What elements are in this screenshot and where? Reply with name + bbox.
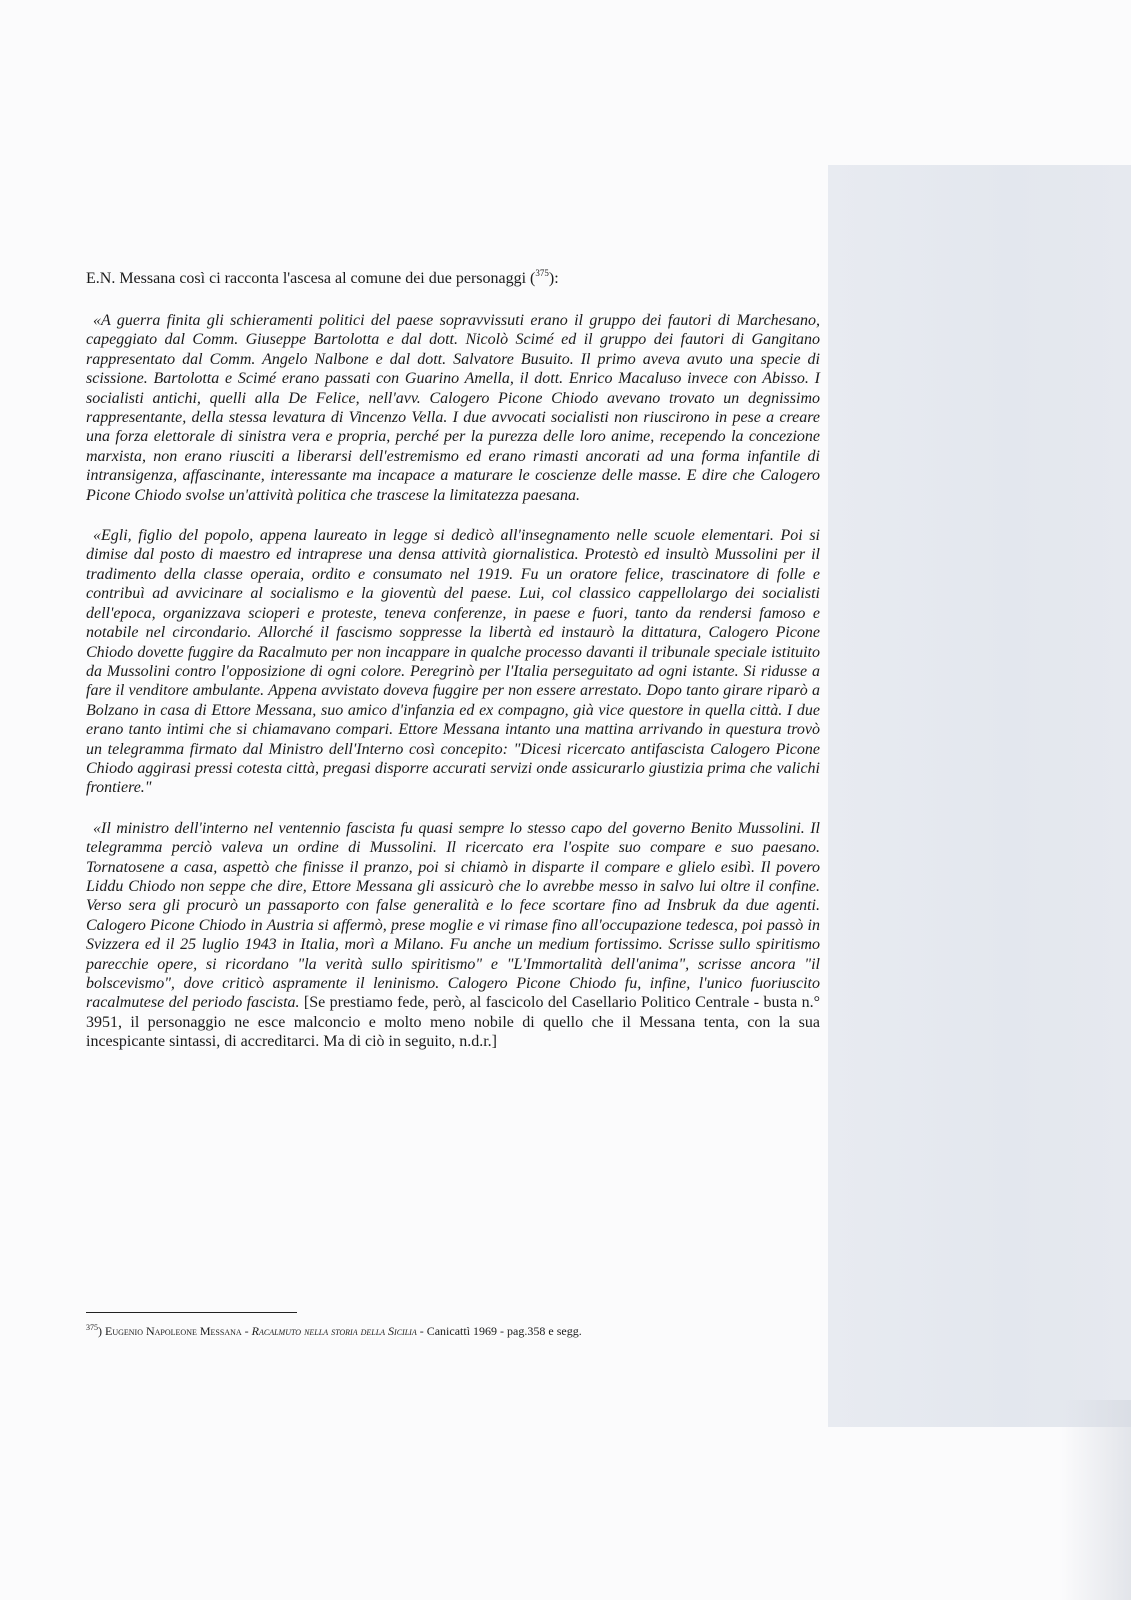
footnote [86, 1320, 816, 1339]
paragraph-1 [86, 311, 820, 505]
paragraph-text: «A guerra finita gli schieramenti politici del paese sopravvissuti erano il gruppo dei fautori di Marchesano, capeggiato dal Comm. Giuseppe Bartolotta e dal dott. Nicolò Scimé ed il gruppo dei fautori di Gangitano rappresentato dal Comm. Angelo Nalbone e dal dott. Salvatore Busuito. Il primo aveva avuto una specie di scissione. Bartolotta e Scimé erano passati con Guarino Amella, il dott. Enrico Macaluso invece con Abisso. I socialisti antichi, quelli alla De Felice, nell'avv. Calogero Picone Chiodo avevano trovato un degnissimo rappresentante, della stessa levatura di Vincenzo Vella. I due avvocati socialisti non riuscirono in pese a creare una forza elettorale di sinistra vera e propria, perché per la purezza delle loro anime, recependo la concezione marxista, non erano riusciti a liberarsi dell'estremismo ed erano rimasti ancorati ad una forma infantile di intransigenza, affascinante, interessante ma incapace a maturare le coscienze delle masse. E dire che Calogero Picone Chiodo svolse un'attività politica che trascese la limitatezza paesana. [86, 312, 820, 504]
footnote-number: 375 [86, 1323, 98, 1332]
footnote-number-suffix: ) [98, 1324, 105, 1338]
intro-suffix: ): [548, 270, 559, 287]
footnote-author: Eugenio Napoleone Messana [105, 1324, 242, 1338]
footnote-title: Racalmuto nella storia della Sicilia [251, 1324, 417, 1338]
main-text [86, 263, 820, 1073]
footnote-reference[interactable]: 375 [535, 268, 549, 278]
paragraph-3 [86, 819, 820, 1052]
intro-text: E.N. Messana così ci racconta l'ascesa al comune dei due personaggi ( [86, 270, 536, 287]
footnote-publication: - Canicattì 1969 - pag.358 e segg. [416, 1324, 582, 1338]
paragraph-text: «Egli, figlio del popolo, appena laureato in legge si dedicò all'insegnamento nelle scuole elementari. Poi si dimise dal posto di maestro ed intraprese una densa attività giornalistica. Protestò ed insultò Mussolini per il tradimento della classe operaia, ordito e consumato nel 1919. Fu un oratore felice, trascinatore di folle e contribuì ad avvicinare al socialismo e la gioventù del paese. Lui, col classico cappellolargo dei socialisti dell'epoca, organizzava scioperi e proteste, teneva conferenze, in paese e fuori, tanto da rendersi famoso e notabile nel circondario. Allorché il fascismo soppresse la libertà ed instaurò la dittatura, Calogero Picone Chiodo dovette fuggire da Racalmuto per non incappare in qualche processo davanti il tribunale speciale istituito da Mussolini contro l'opposizione di ogni colore. Peregrinò per l'Italia perseguitato ad ogni istante. Si ridusse a fare il venditore ambulante. Appena avvistato doveva fuggire per non essere arrestato. Dopo tanto girare riparò a Bolzano in casa di Ettore Messana, suo amico d'infanzia ed ex compagno, già vice questore in quella città. I due erano tanto intimi che si chiamavano compari. Ettore Messana intanto una mattina arrivando in questura trovò un telegramma firmato dal Ministro dell'Interno così concepito: "Dicesi ricercato antifascista Calogero Picone Chiodo aggirasi pressi cotesta città, pregasi disporre accurati servizi onde assicurarlo giustizia prima che valichi frontiere." [86, 527, 820, 797]
paragraph-2 [86, 526, 820, 798]
paragraph-text: «Il ministro dell'interno nel ventennio fascista fu quasi sempre lo stesso capo del governo Benito Mussolini. Il telegramma perciò valeva un ordine di Mussolini. Il ricercato era l'ospite suo compare e suo paesano. Tornatosene a casa, aspettò che finisse il pranzo, poi si chiamò in disparte il compare e glielo esibì. Il povero Liddu Chiodo non seppe che dire, Ettore Messana gli assicurò che lo avrebbe messo in salvo lui oltre il confine. Verso sera gli procurò un passaporto con false generalità e lo fece scortare fino ad Insbruk da due agenti. Calogero Picone Chiodo in Austria si affermò, prese moglie e vi rimase fino all'occupazione tedesca, poi passò in Svizzera ed il 25 luglio 1943 in Italia, morì a Milano. Fu anche un medium fortissimo. Scrisse sullo spiritismo parecchie opere, si ricordano "la verità sullo spiritismo" e "L'Immortalità dell'anima", scrisse ancora "il bolscevismo", dove criticò aspramente il leninismo. Calogero Picone Chiodo fu, infine, l'unico fuoriuscito racalmutese del periodo fascista. [86, 819, 820, 1012]
editor-note: [Se prestiamo fede, però, al fascicolo del Casellario Politico Centrale - busta n.° 3951, il personaggio ne esce malconcio e molto meno nobile di quello che il Messana tenta, con la sua incespicante sintassi, di accreditarci. Ma di ciò in seguito, n.d.r.] [86, 994, 820, 1051]
intro-line [86, 263, 820, 289]
footnote-separator: - [241, 1324, 252, 1338]
page-curl-shadow [1061, 1400, 1131, 1600]
scan-shadow [828, 165, 1131, 1427]
footnote-divider [86, 1312, 297, 1313]
